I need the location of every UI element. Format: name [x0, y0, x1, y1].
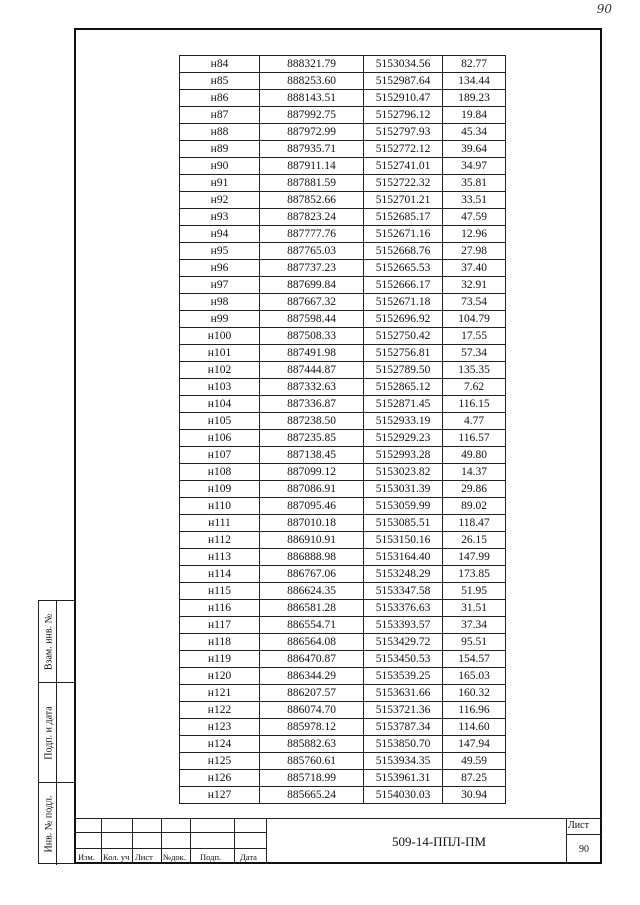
point-name-cell: н99	[180, 311, 260, 328]
point-name-cell: н104	[180, 396, 260, 413]
point-name-cell: н114	[180, 566, 260, 583]
segment-length-cell: 35.81	[443, 175, 506, 192]
table-row	[180, 651, 506, 668]
table-row	[180, 192, 506, 209]
stamp-cell-podp	[39, 683, 74, 783]
segment-length-cell: 49.59	[443, 753, 506, 770]
coord-x-cell: 887699.84	[260, 277, 364, 294]
coord-x-cell: 888321.79	[260, 56, 364, 73]
segment-length-cell: 12.96	[443, 226, 506, 243]
table-row	[180, 770, 506, 787]
point-name-cell: н121	[180, 685, 260, 702]
segment-length-cell: 7.62	[443, 379, 506, 396]
table-row	[180, 498, 506, 515]
coord-y-cell: 5153393.57	[364, 617, 443, 634]
coord-x-cell: 887095.46	[260, 498, 364, 515]
table-row	[180, 175, 506, 192]
point-name-cell: н105	[180, 413, 260, 430]
table-row	[180, 90, 506, 107]
point-name-cell: н101	[180, 345, 260, 362]
coord-y-cell: 5152741.01	[364, 158, 443, 175]
point-name-cell: н97	[180, 277, 260, 294]
coord-x-cell: 885760.61	[260, 753, 364, 770]
point-name-cell: н109	[180, 481, 260, 498]
point-name-cell: н98	[180, 294, 260, 311]
point-name-cell: н123	[180, 719, 260, 736]
table-row	[180, 583, 506, 600]
table-row	[180, 379, 506, 396]
coord-x-cell: 886344.29	[260, 668, 364, 685]
coord-y-cell: 5152910.47	[364, 90, 443, 107]
coord-x-cell: 887086.91	[260, 481, 364, 498]
point-name-cell: н117	[180, 617, 260, 634]
table-row	[180, 719, 506, 736]
segment-length-cell: 154.57	[443, 651, 506, 668]
coord-x-cell: 886470.87	[260, 651, 364, 668]
table-row	[180, 515, 506, 532]
point-name-cell: н91	[180, 175, 260, 192]
segment-length-cell: 134.44	[443, 73, 506, 90]
coord-y-cell: 5152696.92	[364, 311, 443, 328]
segment-length-cell: 30.94	[443, 787, 506, 804]
handwritten-page-number: 90	[596, 2, 612, 16]
coord-x-cell: 887138.45	[260, 447, 364, 464]
coord-x-cell: 887992.75	[260, 107, 364, 124]
coord-y-cell: 5153539.25	[364, 668, 443, 685]
segment-length-cell: 89.02	[443, 498, 506, 515]
coord-x-cell: 887911.14	[260, 158, 364, 175]
point-name-cell: н111	[180, 515, 260, 532]
table-row	[180, 532, 506, 549]
point-name-cell: н88	[180, 124, 260, 141]
coord-x-cell: 887823.24	[260, 209, 364, 226]
segment-length-cell: 118.47	[443, 515, 506, 532]
stamp-cell-inv	[39, 783, 74, 865]
point-name-cell: н84	[180, 56, 260, 73]
point-name-cell: н96	[180, 260, 260, 277]
table-row	[180, 345, 506, 362]
col-data-label: Дата	[240, 852, 257, 862]
table-row	[180, 73, 506, 90]
point-name-cell: н89	[180, 141, 260, 158]
col-podp-label: Подп.	[200, 852, 222, 862]
coord-y-cell: 5152929.23	[364, 430, 443, 447]
segment-length-cell: 189.23	[443, 90, 506, 107]
table-row	[180, 209, 506, 226]
coord-y-cell: 5154030.03	[364, 787, 443, 804]
table-row	[180, 753, 506, 770]
segment-length-cell: 51.95	[443, 583, 506, 600]
coord-x-cell: 887508.33	[260, 328, 364, 345]
table-row	[180, 107, 506, 124]
coord-y-cell: 5152987.64	[364, 73, 443, 90]
coord-x-cell: 887235.85	[260, 430, 364, 447]
segment-length-cell: 37.34	[443, 617, 506, 634]
table-row	[180, 600, 506, 617]
table-row	[180, 617, 506, 634]
table-row	[180, 294, 506, 311]
segment-length-cell: 116.96	[443, 702, 506, 719]
coord-x-cell: 887332.63	[260, 379, 364, 396]
segment-length-cell: 19.84	[443, 107, 506, 124]
coord-y-cell: 5153347.58	[364, 583, 443, 600]
coord-x-cell: 887935.71	[260, 141, 364, 158]
segment-length-cell: 73.54	[443, 294, 506, 311]
coord-x-cell: 886888.98	[260, 549, 364, 566]
coord-y-cell: 5153085.51	[364, 515, 443, 532]
coord-x-cell: 887491.98	[260, 345, 364, 362]
point-name-cell: н86	[180, 90, 260, 107]
coord-y-cell: 5152796.12	[364, 107, 443, 124]
table-row	[180, 396, 506, 413]
segment-length-cell: 27.98	[443, 243, 506, 260]
coord-x-cell: 886767.06	[260, 566, 364, 583]
point-name-cell: н108	[180, 464, 260, 481]
segment-length-cell: 45.34	[443, 124, 506, 141]
segment-length-cell: 165.03	[443, 668, 506, 685]
col-kol-label: Кол. уч	[103, 852, 130, 862]
segment-length-cell: 95.51	[443, 634, 506, 651]
coord-y-cell: 5152701.21	[364, 192, 443, 209]
coord-y-cell: 5153787.34	[364, 719, 443, 736]
segment-length-cell: 49.80	[443, 447, 506, 464]
coord-y-cell: 5152797.93	[364, 124, 443, 141]
point-name-cell: н102	[180, 362, 260, 379]
coord-x-cell: 886207.57	[260, 685, 364, 702]
coord-y-cell: 5153059.99	[364, 498, 443, 515]
coord-y-cell: 5153934.35	[364, 753, 443, 770]
segment-length-cell: 32.91	[443, 277, 506, 294]
coord-y-cell: 5152993.28	[364, 447, 443, 464]
coord-y-cell: 5152871.45	[364, 396, 443, 413]
point-name-cell: н113	[180, 549, 260, 566]
coord-x-cell: 886581.28	[260, 600, 364, 617]
segment-length-cell: 87.25	[443, 770, 506, 787]
coord-x-cell: 885978.12	[260, 719, 364, 736]
segment-length-cell: 4.77	[443, 413, 506, 430]
segment-length-cell: 104.79	[443, 311, 506, 328]
table-row	[180, 787, 506, 804]
coord-x-cell: 885665.24	[260, 787, 364, 804]
col-list-label: Лист	[135, 852, 153, 862]
segment-length-cell: 39.64	[443, 141, 506, 158]
table-row	[180, 549, 506, 566]
coord-y-cell: 5153961.31	[364, 770, 443, 787]
point-name-cell: н93	[180, 209, 260, 226]
segment-length-cell: 26.15	[443, 532, 506, 549]
table-row	[180, 277, 506, 294]
coord-x-cell: 887336.87	[260, 396, 364, 413]
coord-y-cell: 5153034.56	[364, 56, 443, 73]
point-name-cell: н103	[180, 379, 260, 396]
segment-length-cell: 47.59	[443, 209, 506, 226]
coord-x-cell: 887881.59	[260, 175, 364, 192]
table-row	[180, 685, 506, 702]
point-name-cell: н110	[180, 498, 260, 515]
coord-x-cell: 887777.76	[260, 226, 364, 243]
point-name-cell: н118	[180, 634, 260, 651]
segment-length-cell: 116.15	[443, 396, 506, 413]
coord-x-cell: 886074.70	[260, 702, 364, 719]
segment-length-cell: 29.86	[443, 481, 506, 498]
segment-length-cell: 147.94	[443, 736, 506, 753]
point-name-cell: н119	[180, 651, 260, 668]
stamp-label-inv-podl: Инв. № подл.	[43, 795, 54, 853]
sheet-number: 90	[579, 844, 589, 855]
table-row	[180, 447, 506, 464]
coord-y-cell: 5152756.81	[364, 345, 443, 362]
coord-y-cell: 5153450.53	[364, 651, 443, 668]
point-name-cell: н112	[180, 532, 260, 549]
coord-y-cell: 5153164.40	[364, 549, 443, 566]
stamp-label-vzam-inv: Взам. инв. №	[43, 613, 54, 670]
segment-length-cell: 173.85	[443, 566, 506, 583]
segment-length-cell: 17.55	[443, 328, 506, 345]
segment-length-cell: 147.99	[443, 549, 506, 566]
segment-length-cell: 82.77	[443, 56, 506, 73]
coord-y-cell: 5153850.70	[364, 736, 443, 753]
coord-x-cell: 887099.12	[260, 464, 364, 481]
point-name-cell: н116	[180, 600, 260, 617]
table-row	[180, 141, 506, 158]
coord-y-cell: 5152865.12	[364, 379, 443, 396]
table-row	[180, 328, 506, 345]
coord-y-cell: 5152665.53	[364, 260, 443, 277]
coord-y-cell: 5153721.36	[364, 702, 443, 719]
coord-y-cell: 5152671.18	[364, 294, 443, 311]
coord-x-cell: 888143.51	[260, 90, 364, 107]
point-name-cell: н92	[180, 192, 260, 209]
point-name-cell: н127	[180, 787, 260, 804]
table-row	[180, 464, 506, 481]
point-name-cell: н85	[180, 73, 260, 90]
point-name-cell: н106	[180, 430, 260, 447]
coord-x-cell: 888253.60	[260, 73, 364, 90]
table-row	[180, 413, 506, 430]
point-name-cell: н107	[180, 447, 260, 464]
table-row	[180, 158, 506, 175]
coord-x-cell: 887972.99	[260, 124, 364, 141]
coord-y-cell: 5152722.32	[364, 175, 443, 192]
coord-x-cell: 886624.35	[260, 583, 364, 600]
table-row	[180, 362, 506, 379]
table-row	[180, 668, 506, 685]
table-row	[180, 634, 506, 651]
coord-x-cell: 887444.87	[260, 362, 364, 379]
segment-length-cell: 37.40	[443, 260, 506, 277]
coord-y-cell: 5152666.17	[364, 277, 443, 294]
point-name-cell: н115	[180, 583, 260, 600]
coord-y-cell: 5153429.72	[364, 634, 443, 651]
coord-y-cell: 5152668.76	[364, 243, 443, 260]
segment-length-cell: 34.97	[443, 158, 506, 175]
coord-y-cell: 5152750.42	[364, 328, 443, 345]
coord-x-cell: 887765.03	[260, 243, 364, 260]
segment-length-cell: 160.32	[443, 685, 506, 702]
segment-length-cell: 31.51	[443, 600, 506, 617]
coord-x-cell: 886910.91	[260, 532, 364, 549]
table-row	[180, 226, 506, 243]
point-name-cell: н126	[180, 770, 260, 787]
segment-length-cell: 57.34	[443, 345, 506, 362]
col-izm-label: Изм.	[78, 852, 95, 862]
table-row	[180, 311, 506, 328]
coord-y-cell: 5153023.82	[364, 464, 443, 481]
coord-x-cell: 885718.99	[260, 770, 364, 787]
coord-x-cell: 886554.71	[260, 617, 364, 634]
coordinates-table	[179, 55, 506, 804]
coord-x-cell: 887667.32	[260, 294, 364, 311]
coord-y-cell: 5152671.16	[364, 226, 443, 243]
point-name-cell: н95	[180, 243, 260, 260]
point-name-cell: н90	[180, 158, 260, 175]
segment-length-cell: 114.60	[443, 719, 506, 736]
coord-y-cell: 5153150.16	[364, 532, 443, 549]
coord-x-cell: 887852.66	[260, 192, 364, 209]
stamp-cell-vzam	[39, 601, 74, 683]
coord-y-cell: 5153031.39	[364, 481, 443, 498]
segment-length-cell: 14.37	[443, 464, 506, 481]
table-row	[180, 124, 506, 141]
coord-x-cell: 886564.08	[260, 634, 364, 651]
point-name-cell: н94	[180, 226, 260, 243]
point-name-cell: н125	[180, 753, 260, 770]
coord-y-cell: 5152772.12	[364, 141, 443, 158]
coord-x-cell: 887010.18	[260, 515, 364, 532]
coord-y-cell: 5152789.50	[364, 362, 443, 379]
coord-x-cell: 887598.44	[260, 311, 364, 328]
coord-y-cell: 5152933.19	[364, 413, 443, 430]
col-ndok-label: №док.	[163, 852, 186, 862]
point-name-cell: н124	[180, 736, 260, 753]
stamp-label-podp-data: Подп. и дата	[43, 705, 54, 760]
sheet-label: Лист	[568, 820, 589, 831]
table-row	[180, 736, 506, 753]
segment-length-cell: 116.57	[443, 430, 506, 447]
left-stamp	[38, 600, 74, 864]
segment-length-cell: 135.35	[443, 362, 506, 379]
point-name-cell: н87	[180, 107, 260, 124]
segment-length-cell: 33.51	[443, 192, 506, 209]
point-name-cell: н100	[180, 328, 260, 345]
point-name-cell: н120	[180, 668, 260, 685]
table-row	[180, 260, 506, 277]
table-row	[180, 702, 506, 719]
coord-y-cell: 5153376.63	[364, 600, 443, 617]
table-row	[180, 430, 506, 447]
table-row	[180, 243, 506, 260]
coord-x-cell: 887238.50	[260, 413, 364, 430]
coord-y-cell: 5152685.17	[364, 209, 443, 226]
document-code: 509-14-ППЛ-ПМ	[391, 834, 487, 849]
coord-x-cell: 885882.63	[260, 736, 364, 753]
coord-x-cell: 887737.23	[260, 260, 364, 277]
coord-y-cell: 5153248.29	[364, 566, 443, 583]
table-row	[180, 56, 506, 73]
title-block	[74, 818, 602, 864]
coord-y-cell: 5153631.66	[364, 685, 443, 702]
table-row	[180, 481, 506, 498]
point-name-cell: н122	[180, 702, 260, 719]
table-row	[180, 566, 506, 583]
